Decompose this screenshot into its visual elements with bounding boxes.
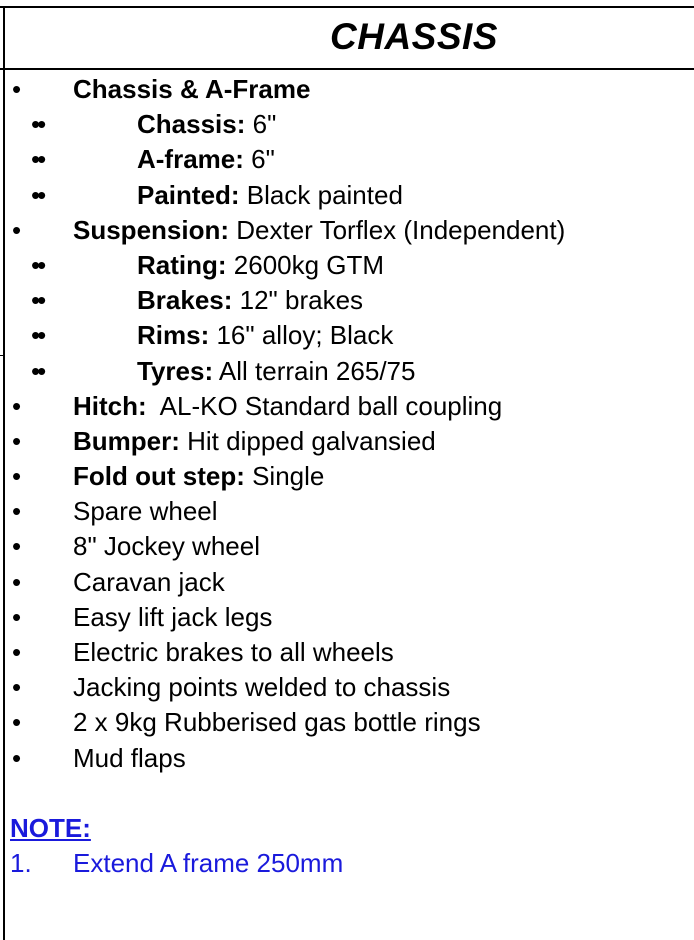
spec-label: Brakes: — [137, 285, 233, 316]
spec-subitem — [0, 354, 694, 389]
double-bullet-icon: •• — [31, 355, 44, 386]
bullet-icon: • — [12, 390, 22, 421]
spec-item — [0, 459, 694, 494]
bullet-icon: • — [12, 425, 22, 456]
spec-text — [73, 635, 394, 670]
spec-label: Suspension: — [73, 214, 230, 245]
bullet-icon: • — [12, 214, 22, 245]
spec-value: Hit dipped galvansied — [179, 425, 436, 456]
spec-value: AL-KO Standard ball coupling — [146, 390, 503, 421]
spec-value: Caravan jack — [73, 566, 225, 597]
spec-value: 16" alloy; Black — [209, 320, 394, 351]
spec-item — [0, 565, 694, 600]
spec-value: Single — [244, 461, 325, 492]
spec-label: Rating: — [137, 249, 227, 280]
spec-value: 12" brakes — [232, 285, 364, 316]
spec-label: Fold out step: — [73, 461, 245, 492]
spec-subitem — [0, 178, 694, 213]
spec-label: Hitch: — [73, 390, 147, 421]
bullet-icon: • — [12, 601, 22, 632]
top-border-line — [0, 6, 694, 8]
spec-text — [137, 178, 403, 213]
spec-value: Black painted — [239, 179, 403, 210]
spec-text — [73, 600, 272, 635]
spec-text — [73, 389, 502, 424]
bullet-icon: • — [12, 461, 22, 492]
bullet-icon: • — [12, 707, 22, 738]
spec-text — [73, 213, 565, 248]
spec-label: Chassis: — [137, 109, 246, 140]
spec-text — [137, 142, 275, 177]
spec-item — [0, 600, 694, 635]
header-divider-line — [0, 68, 694, 70]
spec-value: Electric brakes to all wheels — [73, 637, 394, 667]
spec-label: A-frame: — [137, 144, 244, 175]
bullet-icon: • — [12, 531, 22, 562]
spec-label: Tyres: — [137, 355, 214, 386]
spec-text — [137, 248, 384, 283]
spec-item — [0, 670, 694, 705]
double-bullet-icon: •• — [31, 109, 44, 140]
spec-value: All terrain 265/75 — [213, 355, 416, 386]
spec-label: Bumper: — [73, 425, 180, 456]
double-bullet-icon: •• — [31, 144, 44, 175]
spec-label: Painted: — [137, 179, 240, 210]
spec-label: Rims: — [137, 320, 210, 351]
spec-text — [73, 705, 481, 740]
spec-value: 2 x 9kg Rubberised gas bottle rings — [73, 707, 481, 738]
spec-text — [137, 354, 415, 389]
spec-item — [0, 389, 694, 424]
spec-value: 2600kg GTM — [226, 249, 385, 280]
spec-value: Dexter Torflex (Independent) — [229, 214, 566, 245]
spec-value: 6" — [243, 144, 275, 175]
spec-subitem — [0, 107, 694, 142]
double-bullet-icon: •• — [31, 320, 44, 351]
spec-label: Chassis & A-Frame — [73, 74, 311, 104]
spec-item — [0, 72, 694, 107]
spec-item — [0, 635, 694, 670]
note-entry — [0, 848, 694, 882]
spec-subitem — [0, 318, 694, 353]
page-title: CHASSIS — [330, 16, 498, 57]
bullet-icon: • — [12, 566, 22, 597]
double-bullet-icon: •• — [31, 285, 44, 316]
spec-list — [0, 72, 694, 776]
spec-item — [0, 741, 694, 776]
spec-text — [137, 283, 363, 318]
spec-item — [0, 705, 694, 740]
spec-text — [73, 459, 324, 494]
bullet-icon: • — [12, 74, 22, 104]
double-bullet-icon: •• — [31, 249, 44, 280]
spec-text — [73, 424, 436, 459]
spec-subitem — [0, 248, 694, 283]
spec-subitem — [0, 283, 694, 318]
bullet-icon: • — [12, 742, 22, 773]
spec-item — [0, 529, 694, 564]
spec-text — [73, 565, 225, 600]
spec-item — [0, 494, 694, 529]
spec-text — [73, 529, 260, 564]
bullet-icon: • — [12, 496, 22, 527]
spec-value: 8" Jockey wheel — [73, 531, 260, 562]
spec-text — [137, 318, 393, 353]
spec-value: Easy lift jack legs — [73, 601, 273, 632]
spec-value: Spare wheel — [73, 496, 218, 527]
spec-value: Jacking points welded to chassis — [73, 672, 451, 703]
note-number: 1. — [10, 848, 32, 878]
spec-text — [73, 741, 186, 776]
spec-item — [0, 213, 694, 248]
double-bullet-icon: •• — [31, 179, 44, 210]
spec-text — [73, 72, 310, 107]
note-text: Extend A frame 250mm — [73, 848, 344, 878]
spec-subitem — [0, 142, 694, 177]
spec-text — [73, 670, 450, 705]
spec-item — [0, 424, 694, 459]
note-heading: NOTE: — [10, 813, 91, 843]
bullet-icon: • — [12, 672, 22, 703]
spec-value: 6" — [245, 109, 277, 140]
spec-text — [137, 107, 276, 142]
spec-value: Mud flaps — [73, 742, 186, 773]
spec-text — [73, 494, 218, 529]
bullet-icon: • — [12, 637, 22, 667]
